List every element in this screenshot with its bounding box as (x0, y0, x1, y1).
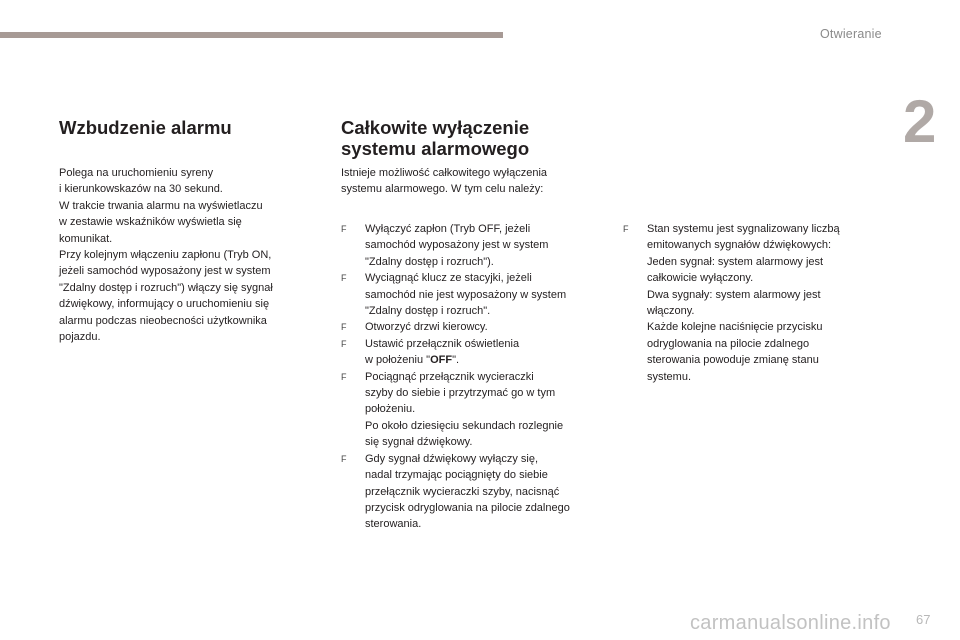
text-line: sterowania. (365, 518, 422, 531)
text-line: samochód nie jest wyposażony w system (365, 288, 567, 301)
text-line: Przy kolejnym włączeniu zapłonu (Tryb ON, (59, 249, 272, 262)
text-line: Dwa sygnały: system alarmowy jest (647, 288, 821, 301)
text-line: nadal trzymając pociągnięty do siebie (365, 469, 548, 482)
heading-line: Całkowite wyłączenie (341, 117, 530, 138)
text-line: jeżeli samochód wyposażony jest w system (59, 265, 271, 278)
text-line: "Zdalny dostęp i rozruch"). (365, 255, 494, 268)
header-rule (0, 32, 503, 38)
text-line: Gdy sygnał dźwiękowy wyłączy się, (365, 452, 539, 465)
text-line: położeniu. (365, 403, 416, 416)
section-title: Otwieranie (820, 27, 882, 41)
off-label: OFF (430, 354, 453, 367)
bullet-icon: F (341, 453, 347, 464)
text-line: Polega na uruchomieniu syreny (59, 167, 214, 179)
text-line: Stan systemu jest sygnalizowany liczbą (647, 223, 840, 235)
text-fragment: w położeniu " (365, 354, 431, 367)
watermark-text: carmanualsonline.info (690, 612, 891, 634)
text-line: sterowania powoduje zmianę stanu (647, 354, 819, 367)
list-item (341, 270, 601, 319)
text-line: W trakcie trwania alarmu na wyświetlaczu (59, 199, 263, 212)
text-line: Istnieje możliwość całkowitego wyłączenia (341, 167, 548, 179)
text-line: komunikat. (59, 232, 113, 245)
text-line: Pociągnąć przełącznik wycieraczki (365, 370, 534, 383)
text-line: się sygnał dźwiękowy. (365, 436, 473, 449)
bullet-icon: F (341, 224, 347, 234)
heading-line: systemu alarmowego (341, 138, 530, 159)
text-line: przycisk odryglowania na pilocie zdalnego (365, 501, 570, 514)
text-line: w zestawie wskaźników wyświetla się (59, 216, 242, 229)
text-line: szyby do siebie i przytrzymać go w tym (365, 387, 556, 400)
text-line: przełącznik wycieraczki szyby, nacisnąć (365, 485, 560, 498)
list-item (341, 221, 601, 270)
bullet-icon: F (341, 338, 347, 349)
text-line: dźwiękowy, informujący o uruchomieniu się (59, 298, 270, 311)
text-line: pojazdu. (59, 331, 101, 344)
text-line: Wyciągnąć klucz ze stacyjki, jeżeli (365, 272, 532, 285)
alarm-trigger-text (59, 165, 309, 345)
text-fragment: ". (452, 354, 460, 367)
text-line: całkowicie wyłączony. (647, 272, 754, 285)
bullet-icon: F (341, 273, 347, 284)
text-line: samochód wyposażony jest w system (365, 239, 549, 252)
text-line: Otworzyć drzwi kierowcy. (365, 321, 488, 334)
bullet-icon: F (341, 322, 347, 333)
list-item (341, 451, 601, 533)
chapter-number: 2 (903, 88, 937, 155)
alarm-status-info (623, 221, 878, 385)
text-line: alarmu podczas nieobecności użytkownika (59, 314, 267, 327)
text-line: włączony. (647, 305, 695, 318)
text-line: "Zdalny dostęp i rozruch". (365, 305, 491, 318)
text-line: odryglowania na pilocie zdalnego (647, 337, 810, 350)
list-item (341, 336, 601, 369)
list-item (623, 221, 878, 385)
text-line: systemu alarmowego. W tym celu należy: (341, 183, 544, 196)
list-item (341, 319, 601, 335)
text-line: systemu. (647, 370, 692, 383)
alarm-disable-steps (341, 221, 601, 533)
text-line: Ustawić przełącznik oświetlenia (365, 337, 520, 350)
text-line: emitowanych sygnałów dźwiękowych: (647, 239, 832, 252)
text-line: Jeden sygnał: system alarmowy jest (647, 255, 824, 268)
alarm-disable-heading (341, 117, 601, 159)
text-line: i kierunkowskazów na 30 sekund. (59, 183, 223, 196)
text-line: Każde kolejne naciśnięcie przycisku (647, 321, 823, 334)
text-line: "Zdalny dostęp i rozruch") włączy się sygnał (59, 281, 273, 294)
alarm-disable-intro (341, 165, 601, 198)
bullet-icon: F (341, 371, 347, 382)
text-line: Po około dziesięciu sekundach rozlegnie (365, 419, 564, 432)
alarm-trigger-heading: Wzbudzenie alarmu (59, 117, 232, 138)
text-line (365, 352, 601, 368)
page-number: 67 (916, 612, 931, 627)
bullet-icon: F (623, 224, 629, 234)
list-item (341, 369, 601, 451)
text-line: Wyłączyć zapłon (Tryb OFF, jeżeli (365, 223, 531, 235)
